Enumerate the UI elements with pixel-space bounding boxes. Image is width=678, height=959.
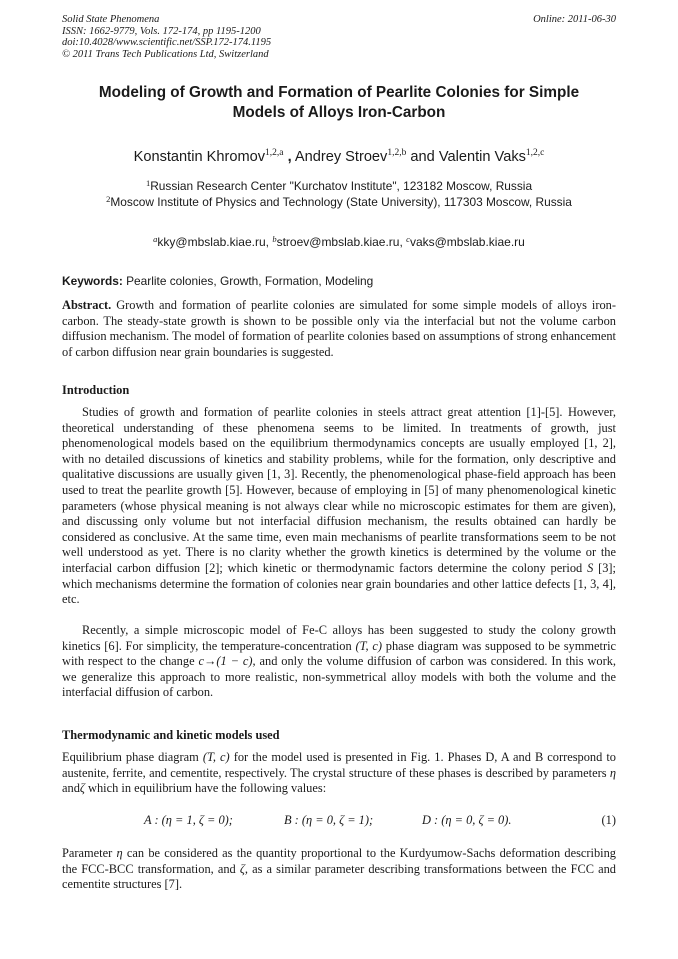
abstract (62, 298, 616, 360)
email-link[interactable]: kky@mbslab.kiae.ru, (157, 235, 269, 249)
equation-phase-a: A : (η = 1, ζ = 0); (144, 813, 233, 827)
equation-number: (1) (601, 813, 616, 827)
thermo-p1-text: Equilibrium phase diagram (62, 750, 199, 764)
affil-text: Russian Research Center "Kurchatov Institute", 123182 Moscow, Russia (150, 179, 533, 193)
copyright-line: © 2011 Trans Tech Publications Ltd, Switzerland (62, 48, 269, 60)
equation-phase-b: B : (η = 0, ζ = 1); (284, 813, 374, 827)
author-name: Andrey Stroev (294, 149, 388, 165)
keywords-label: Keywords: (62, 274, 123, 288)
thermo-p1-text-end: which in equilibrium have the following values: (88, 781, 327, 796)
math-symbol: η (609, 765, 616, 780)
affiliation-line (62, 179, 616, 195)
author-separator: , (287, 149, 292, 165)
section-heading-introduction: Introduction (62, 383, 130, 397)
equation-1 (62, 813, 616, 829)
email-sup: c (406, 234, 410, 244)
abstract-label: Abstract. (62, 298, 112, 312)
keywords (62, 274, 616, 288)
email-link[interactable]: vaks@mbslab.kiae.ru (409, 235, 525, 249)
author-list (62, 149, 616, 165)
affiliation-line (62, 195, 616, 211)
author-name: Konstantin Khromov (133, 149, 266, 165)
email-sup: a (153, 234, 158, 244)
affiliations (62, 179, 616, 210)
math-symbol: c→(1 − c), (198, 654, 256, 669)
affil-number: 2 (106, 193, 111, 204)
thermo-p2-text-cont: can be considered as the quantity proportional to the Kurdyumow-Sachs deformation describing the FCC-BCC transformation, and (62, 846, 616, 876)
keywords-text: Pearlite colonies, Growth, Formation, Modeling (126, 274, 374, 288)
thermo-paragraph-2 (62, 846, 616, 893)
issn-line: ISSN: 1662-9779, Vols. 172-174, pp 1195-1200 (62, 25, 261, 37)
math-symbol: η (116, 846, 123, 860)
author-affil-sup: 1,2,a (265, 148, 284, 158)
affil-text: Moscow Institute of Physics and Technology (State University), 117303 Moscow, Russia (110, 194, 572, 209)
intro-p2-text-cont: phase diagram was supposed to be symmetric with respect to the change (62, 638, 617, 669)
author-name: Valentin Vaks (438, 149, 526, 165)
email-sup: b (272, 234, 277, 244)
author-separator: and (410, 149, 435, 165)
math-symbol: S (587, 560, 594, 575)
section-heading-thermodynamic: Thermodynamic and kinetic models used (62, 728, 280, 742)
doi-line: doi:10.4028/www.scientific.net/SSP.172-174.1195 (62, 37, 272, 49)
affil-number: 1 (145, 178, 151, 188)
journal-name: Solid State Phenomena (62, 14, 160, 25)
math-symbol: ζ (79, 781, 85, 796)
title-line-2: Models of Alloys Iron-Carbon (232, 103, 446, 121)
title-line-1: Modeling of Growth and Formation of Pearlite Colonies for Simple (98, 84, 580, 101)
intro-p1-text: Studies of growth and formation of pearlite colonies in steels attract great attention [1]-[5]. However, theoretical understanding of these phenomena seems to be limited. In treatments of growth, just phenomenological models based on the equilibrium thermodynamics concepts are usually employed [1, 2], with no detailed discussions of kinetics and stability problems, while for the formation, only descriptive and qualitative discussions are usually given [1, 3]. Recently, the phenomenological phase-field approach has been used to treat the pearlite growth [5]. However, because of employing in [5] of many phenomenological kinetic parameters (whose physical meaning is not always clear while no microscopic estimates for them are given), and discussing only volume but not interfacial diffusion mechanism, the results obtained can hardly be considered as conclusive. At the same time, even main mechanisms of pearlite transformations seem to be not well understood as yet. There is no clarity whether the growth kinetics is determined by the volume or the interfacial carbon diffusion [2]; which kinetic or thermodynamic factors determine the colony period (62, 405, 616, 575)
abstract-text: Growth and formation of pearlite colonies are simulated for some simple models of alloys iron-carbon. The steady-state growth is shown to be possible only via the interfacial but not the volume carbon diffusion mechanism. The model of formation of pearlite colonies based on assumptions of strong enhancement of carbon diffusion near grain boundaries is suggested. (62, 298, 616, 359)
intro-paragraph-2 (62, 623, 616, 701)
thermo-paragraph-1 (62, 750, 616, 797)
math-symbol: (T, c) (202, 750, 230, 764)
math-symbol: (T, c) (355, 638, 383, 653)
intro-p1-text-cont: [3]; which mechanisms determine the formation of colonies near grain boundaries and other lattice defects [1, 3, 4], etc. (62, 560, 616, 607)
intro-paragraph-1 (62, 405, 616, 608)
author-affil-sup: 1,2,c (525, 148, 545, 158)
equation-phase-d: D : (η = 0, ζ = 0). (422, 813, 512, 827)
thermo-p1-and: and (62, 781, 80, 796)
intro-p2-text-end: and only the volume diffusion of carbon was considered. In this work, we generalize this approach to more realistic, non-symmetrical alloy models with both the volume and the interfacial diffusion of carbon. (62, 654, 616, 700)
thermo-p2-text-end: as a similar parameter describing transformations between the FCC and cementite structures [7]. (62, 861, 616, 892)
thermo-p2-text: Parameter (62, 846, 113, 860)
intro-p2-text: Recently, a simple microscopic model of Fe-C alloys has been suggested to study the colony growth kinetics [6]. For simplicity, the temperature-concentration (62, 623, 616, 653)
email-link[interactable]: stroev@mbslab.kiae.ru, (276, 235, 403, 249)
journal-header (62, 14, 616, 60)
math-symbol: ζ, (239, 861, 248, 876)
author-affil-sup: 1,2,b (387, 148, 407, 158)
paper-title (62, 83, 616, 122)
email-list (62, 235, 616, 249)
thermo-p1-text-cont: for the model used is presented in Fig. 1. Phases D, A and B correspond to austenite, ferrite, and cementite, respectively. The crystal structure of these phases is described by parameters (62, 750, 616, 780)
online-date: Online: 2011-06-30 (533, 14, 616, 25)
